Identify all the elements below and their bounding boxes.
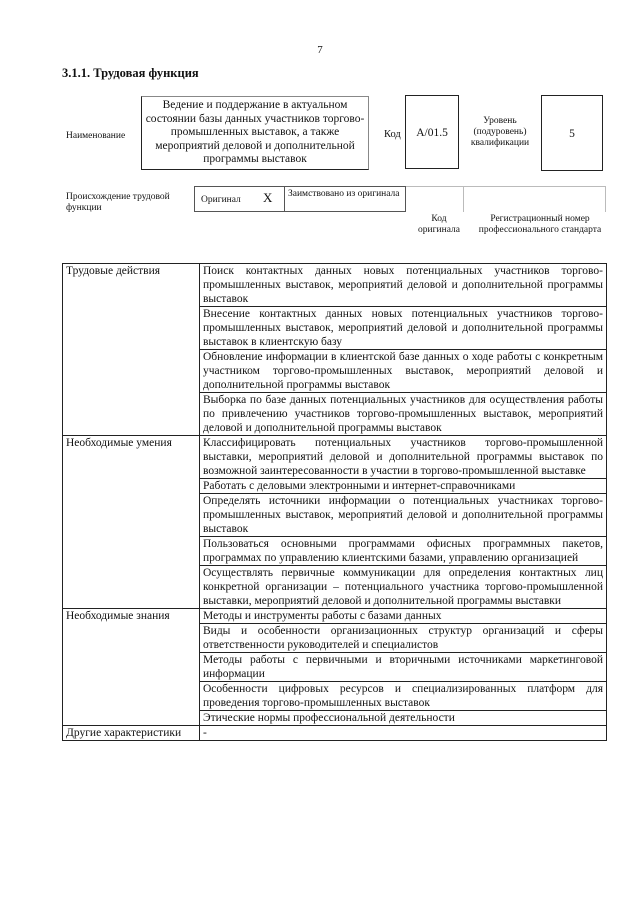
origin-code-cell bbox=[406, 186, 464, 212]
item-cell: Определять источники информации о потенциальных участниках торгово-промышленных выставок, мероприятий деловой и дополнительной программы выставок bbox=[200, 494, 607, 537]
item-cell: Выборка по базе данных потенциальных участников для осуществления работы по привлечению участников торгово-промышленных выставок, мероприятий деловой и дополнительной программы выставок bbox=[200, 393, 607, 436]
level-value: 5 bbox=[541, 95, 603, 171]
item-cell: Методы и инструменты работы с базами данных bbox=[200, 609, 607, 624]
origin-label: Происхождение трудовой функции bbox=[66, 192, 170, 213]
code-original-label: Код оригинала bbox=[418, 214, 460, 235]
table-row bbox=[63, 264, 607, 307]
item-cell: Осуществлять первичные коммуникации для определения контактных лиц конкретной организации – потенциального участника торгово-промышленной выставки, мероприятий деловой и дополнительной программы выставки bbox=[200, 566, 607, 609]
item-cell: Классифицировать потенциальных участников торгово-промышленной выставки, мероприятий деловой и дополнительной программы выставок по возможной заинтересованности в участии в торгово-промышленной выставке bbox=[200, 436, 607, 479]
origin-reg-cell bbox=[464, 186, 606, 212]
item-cell: Виды и особенности организационных структур организаций и сферы ответственности руководителей и специалистов bbox=[200, 624, 607, 653]
item-cell: Этические нормы профессиональной деятельности bbox=[200, 711, 607, 726]
item-cell: Особенности цифровых ресурсов и специализированных платформ для проведения торгово-промышленных выставок bbox=[200, 682, 607, 711]
category-cell: Необходимые знания bbox=[63, 609, 200, 726]
item-cell: Поиск контактных данных новых потенциальных участников торгово-промышленных выставок, мероприятий деловой и дополнительной программы выставок bbox=[200, 264, 607, 307]
item-cell: Обновление информации в клиентской базе данных о ходе работы с конкретным участником торгово-промышленных выставок, мероприятий деловой и дополнительной программы выставок bbox=[200, 350, 607, 393]
name-value: Ведение и поддержание в актуальном состоянии базы данных участников торгово-промышленных выставок, а также мероприятий деловой и дополнительной программы выставок bbox=[145, 99, 365, 165]
table-row bbox=[63, 726, 607, 741]
page-number: 7 bbox=[317, 44, 323, 56]
item-cell: - bbox=[200, 726, 607, 741]
code-label: Код bbox=[384, 129, 401, 140]
origin-grid bbox=[194, 186, 606, 212]
borrowed-label: Заимствовано из оригинала bbox=[288, 189, 400, 199]
category-cell: Необходимые умения bbox=[63, 436, 200, 609]
level-label: Уровень (подуровень) квалификации bbox=[470, 116, 530, 148]
original-mark: X bbox=[263, 190, 273, 205]
item-cell: Работать с деловыми электронными и интернет-справочниками bbox=[200, 479, 607, 494]
item-cell: Пользоваться основными программами офисных программных пакетов, программах по управлению клиентскими базами, управлению организацией bbox=[200, 537, 607, 566]
name-label: Наименование bbox=[66, 131, 126, 141]
section-title: 3.1.1. Трудовая функция bbox=[62, 66, 199, 80]
origin-borrowed-cell bbox=[284, 186, 406, 212]
table-row bbox=[63, 436, 607, 479]
table-row bbox=[63, 609, 607, 624]
item-cell: Внесение контактных данных новых потенциальных участников торгово-промышленных выставок, мероприятий деловой и дополнительной программы выставок в клиентскую базу bbox=[200, 307, 607, 350]
function-table bbox=[62, 263, 607, 741]
original-label: Оригинал bbox=[201, 195, 241, 205]
origin-original-cell bbox=[194, 186, 284, 212]
reg-number-label: Регистрационный номер профессионального стандарта bbox=[478, 214, 602, 235]
item-cell: Методы работы с первичными и вторичными источниками маркетинговой информации bbox=[200, 653, 607, 682]
category-cell: Другие характеристики bbox=[63, 726, 200, 741]
code-value: A/01.5 bbox=[405, 95, 459, 169]
category-cell: Трудовые действия bbox=[63, 264, 200, 436]
name-value-box bbox=[141, 96, 369, 170]
